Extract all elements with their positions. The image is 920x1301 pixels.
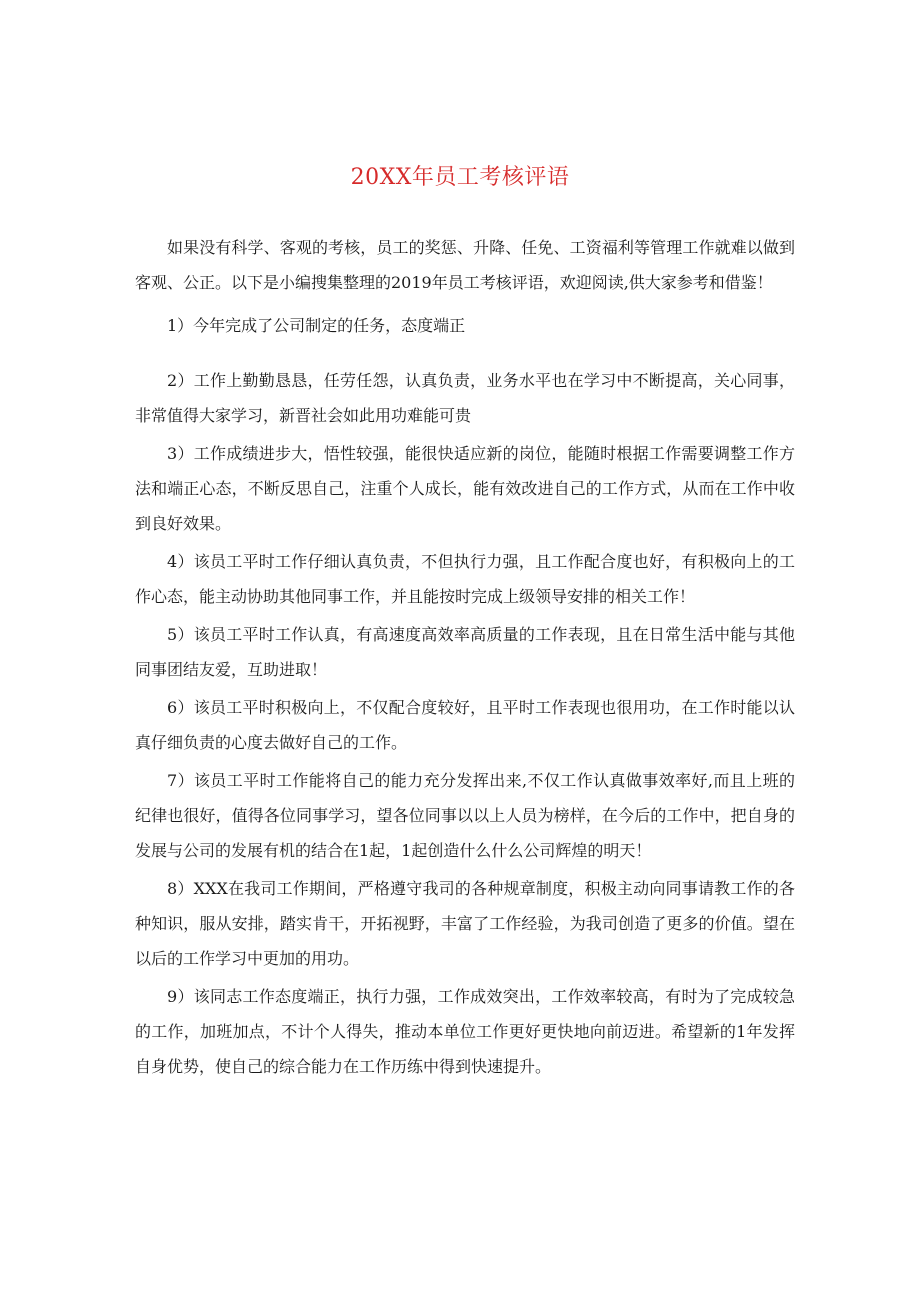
comment-item-6: 6）该员工平时积极向上，不仅配合度较好，且平时工作表现也很用功，在工作时能以认真仔细负责的心度去做好自己的工作。 xyxy=(135,698,795,752)
document-body xyxy=(135,230,795,1087)
comment-item-7: 7）该员工平时工作能将自己的能力充分发挥出来,不仅工作认真做事效率好,而且上班的纪律也很好，值得各位同事学习，望各位同事以以上人员为榜样，在今后的工作中，把自身的发展与公司的发展有机的结合在1起，1起创造什么什么公司辉煌的明天！ xyxy=(135,771,795,860)
comment-item-5: 5）该员工平时工作认真，有高速度高效率高质量的工作表现，且在日常生活中能与其他同事团结友爱，互助进取！ xyxy=(135,625,795,679)
intro-paragraph: 如果没有科学、客观的考核，员工的奖惩、升降、任免、工资福利等管理工作就难以做到客观、公正。以下是小编搜集整理的2019年员工考核评语，欢迎阅读,供大家参考和借鉴！ xyxy=(135,238,795,292)
comment-item-1: 1）今年完成了公司制定的任务，态度端正 xyxy=(167,316,466,335)
comment-item-9: 9）该同志工作态度端正，执行力强，工作成效突出，工作效率较高，有时为了完成较急的工作，加班加点，不计个人得失，推动本单位工作更好更快地向前迈进。希望新的1年发挥自身优势，使自己的综合能力在工作历练中得到快速提升。 xyxy=(135,987,795,1076)
document-title: 20XX年员工考核评语 xyxy=(350,165,570,190)
comment-item-8: 8）XXX在我司工作期间，严格遵守我司的各种规章制度，积极主动向同事请教工作的各种知识，服从安排，踏实肯干，开拓视野，丰富了工作经验，为我司创造了更多的价值。望在以后的工作学习中更加的用功。 xyxy=(135,879,795,968)
comment-item-4: 4）该员工平时工作仔细认真负责，不但执行力强，且工作配合度也好，有积极向上的工作心态，能主动协助其他同事工作，并且能按时完成上级领导安排的相关工作！ xyxy=(135,552,795,606)
comment-item-2: 2）工作上勤勤恳恳，任劳任怨，认真负责，业务水平也在学习中不断提高，关心同事，非常值得大家学习，新晋社会如此用功难能可贵 xyxy=(135,371,795,425)
comment-item-3: 3）工作成绩进步大，悟性较强，能很快适应新的岗位，能随时根据工作需要调整工作方法和端正心态，不断反思自己，注重个人成长，能有效改进自己的工作方式，从而在工作中收到良好效果。 xyxy=(135,444,795,533)
